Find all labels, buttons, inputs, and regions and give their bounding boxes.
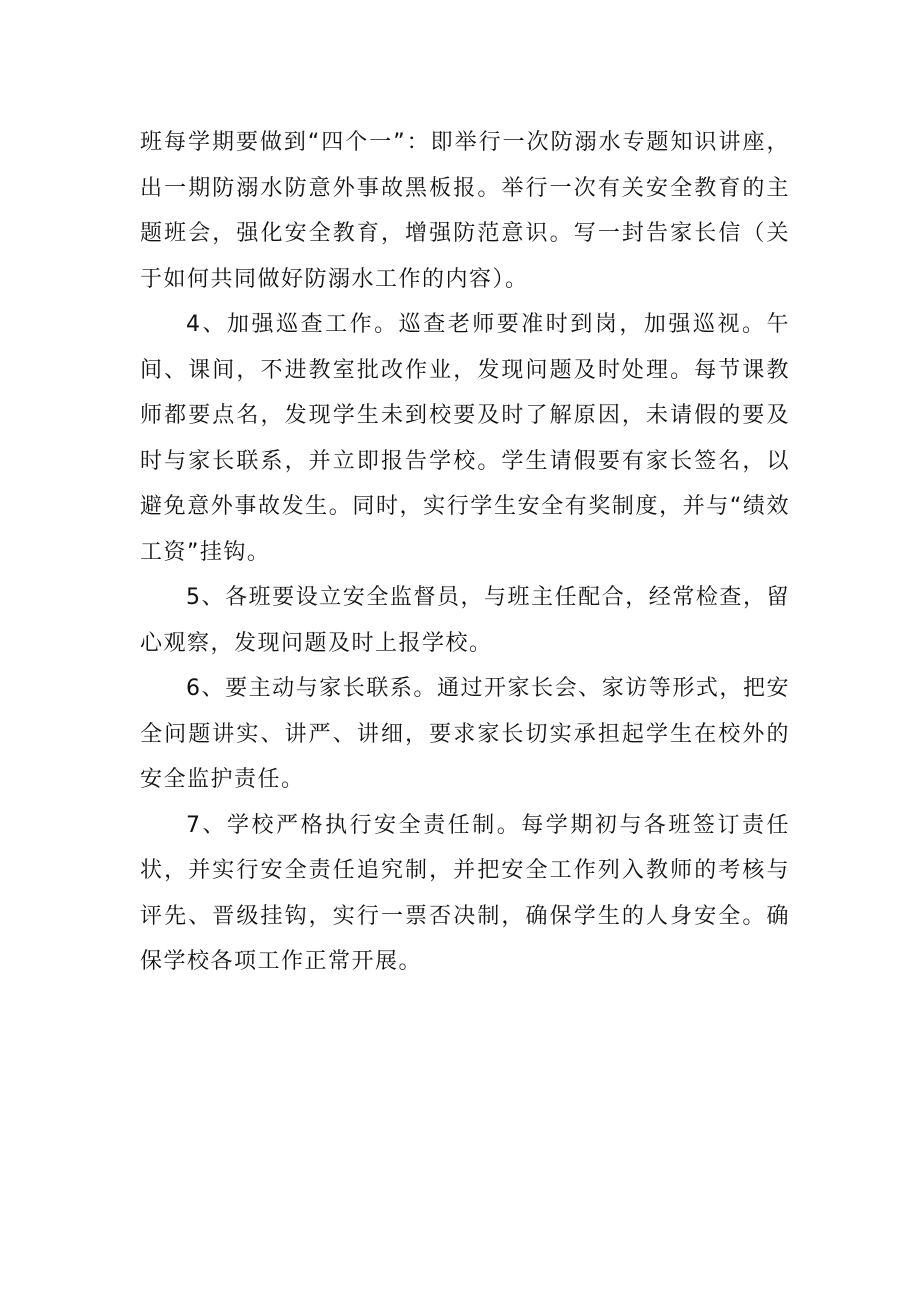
paragraph-item-5: 5、各班要设立安全监督员，与班主任配合，经常检查，留心观察，发现问题及时上报学校。	[140, 585, 790, 656]
paragraph-item-7: 7、学校严格执行安全责任制。每学期初与各班签订责任状，并实行安全责任追究制，并把安全工作列入教师的考核与评先、晋级挂钩，实行一票否决制，确保学生的人身安全。确保学校各项工作正常开展。	[140, 812, 790, 974]
paragraph-continuation: 班每学期要做到“四个一”：即举行一次防溺水专题知识讲座，出一期防溺水防意外事故黑板报。举行一次有关安全教育的主题班会，强化安全教育，增强防范意识。写一封告家长信（关于如何共同做好防溺水工作的内容）。	[140, 130, 791, 292]
paragraph-item-4: 4、加强巡查工作。巡查老师要准时到岗，加强巡视。午间、课间，不进教室批改作业，发现问题及时处理。每节课教师都要点名，发现学生未到校要及时了解原因，未请假的要及时与家长联系，并立即报告学校。学生请假要有家长签名，以避免意外事故发生。同时，实行学生安全有奖制度，并与“绩效工资”挂钩。	[140, 312, 790, 565]
document-page	[140, 120, 790, 985]
paragraph-item-6: 6、要主动与家长联系。通过开家长会、家访等形式，把安全问题讲实、讲严、讲细，要求家长切实承担起学生在校外的安全监护责任。	[140, 676, 790, 792]
